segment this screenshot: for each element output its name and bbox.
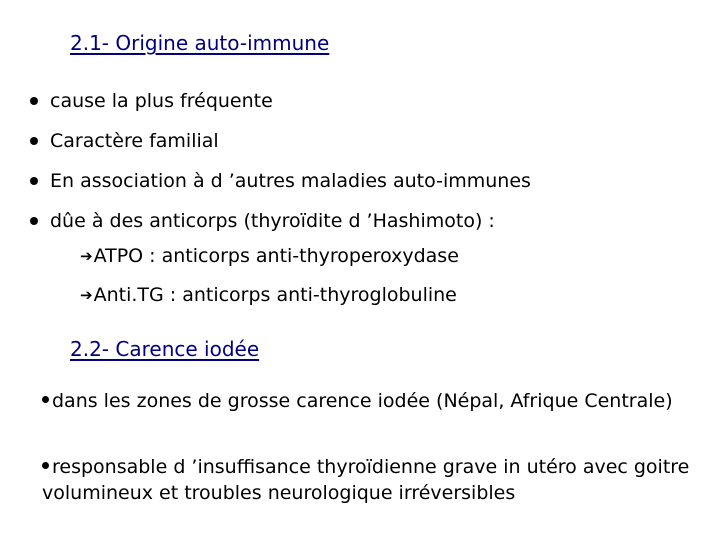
list-item-text: dûe à des anticorps (thyroïdite d ’Hashimoto) : [50,210,495,232]
list-item [30,210,495,232]
bullet-icon [42,396,49,403]
section-2-heading: 2.2- Carence iodée [70,337,260,361]
list-item [30,90,273,112]
bullet-icon [42,462,49,469]
bullet-icon [30,137,38,145]
list-item [30,170,531,192]
paragraph-item [42,388,692,414]
list-item [30,130,219,152]
paragraph-text: responsable d ’insuffisance thyroïdienne grave in utéro avec goitre volumineux et troubles neurologique irréversibles [42,456,690,504]
sub-item [80,245,459,267]
list-item-text: cause la plus fréquente [50,90,273,112]
paragraph-text: dans les zones de grosse carence iodée (Népal, Afrique Centrale) [52,390,673,412]
sub-item-text: ATPO : anticorps anti-thyroperoxydase [93,245,459,267]
bullet-icon [30,177,38,185]
right-arrow-icon: ➔ [80,286,93,304]
list-item-text: Caractère familial [50,130,219,152]
list-item-text: En association à d ’autres maladies auto-immunes [50,170,531,192]
paragraph-item [42,454,692,506]
sub-item [80,284,457,306]
section-1-heading: 2.1- Origine auto-immune [70,31,330,55]
bullet-icon [30,97,38,105]
right-arrow-icon: ➔ [80,247,93,265]
sub-item-text: Anti.TG : anticorps anti-thyroglobuline [93,284,457,306]
bullet-icon [30,217,38,225]
